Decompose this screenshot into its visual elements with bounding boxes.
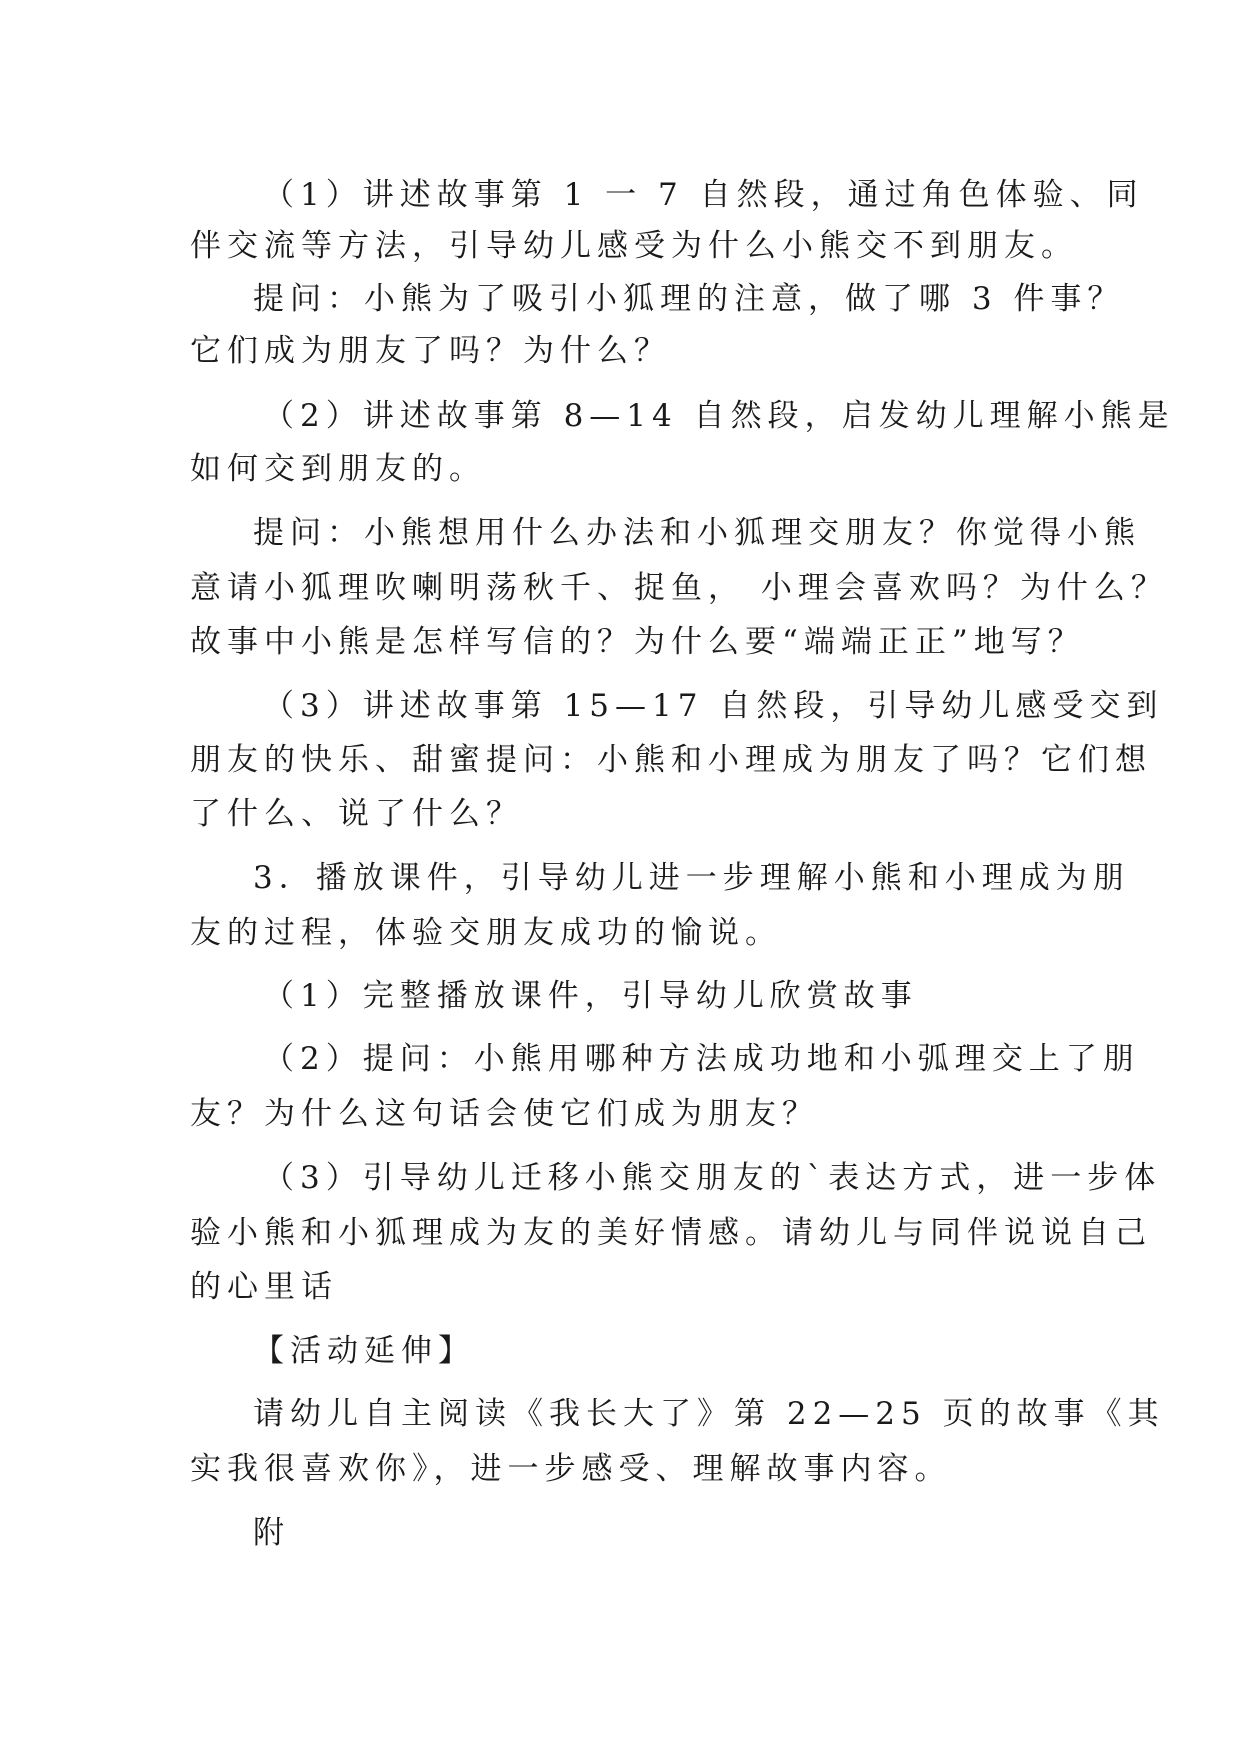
paragraph-line: 3．播放课件，引导幼儿进一步理解小熊和小理成为朋 — [253, 860, 1130, 896]
paragraph-line: （2）讲述故事第 8—14 自然段，启发幼儿理解小熊是 — [263, 398, 1175, 434]
paragraph-line: （3）讲述故事第 15—17 自然段，引导幼儿感受交到 — [263, 688, 1164, 724]
paragraph-line: （2）提问：小熊用哪种方法成功地和小弧理交上了朋 — [263, 1041, 1140, 1077]
paragraph-line: 附 — [253, 1515, 290, 1551]
paragraph-line: 请幼儿自主阅读《我长大了》第 22—25 页的故事《其 — [253, 1396, 1165, 1432]
paragraph-line: 提问：小熊想用什么办法和小狐理交朋友？你觉得小熊 — [253, 515, 1141, 551]
paragraph-line: （1）完整播放课件，引导幼儿欣赏故事 — [263, 978, 918, 1014]
paragraph-line: 验小熊和小狐理成为友的美好情感。请幼儿与同伴说说自己 — [190, 1215, 1152, 1251]
paragraph-line: 友？为什么这句话会使它们成为朋友？ — [190, 1096, 819, 1132]
paragraph-line: 提问：小熊为了吸引小狐理的注意，做了哪 3 件事？ — [253, 281, 1125, 317]
paragraph-line: 的心里话 — [190, 1269, 338, 1305]
paragraph-line: 意请小狐理吹喇明荡秋千、捉鱼， 小理会喜欢吗？为什么？ — [190, 570, 1168, 606]
paragraph-line: （1）讲述故事第 1 一 7 自然段，通过角色体验、同 — [263, 177, 1144, 213]
paragraph-line: 了什么、说了什么？ — [190, 796, 523, 832]
paragraph-line: 它们成为朋友了吗？为什么？ — [190, 333, 671, 369]
paragraph-line: 朋友的快乐、甜蜜提问：小熊和小理成为朋友了吗？它们想 — [190, 742, 1152, 778]
paragraph-line: 如何交到朋友的。 — [190, 451, 486, 487]
paragraph-line: 故事中小熊是怎样写信的？为什么要“端端正正”地写？ — [190, 624, 1085, 660]
section-heading: 【活动延伸】 — [253, 1333, 475, 1369]
paragraph-line: 实我很喜欢你》，进一步感受、理解故事内容。 — [190, 1451, 952, 1487]
paragraph-line: （3）引导幼儿迁移小熊交朋友的`表达方式，进一步体 — [263, 1160, 1162, 1196]
paragraph-line: 伴交流等方法，引导幼儿感受为什么小熊交不到朋友。 — [190, 228, 1078, 264]
paragraph-line: 友的过程，体验交朋友成功的愉说。 — [190, 915, 782, 951]
